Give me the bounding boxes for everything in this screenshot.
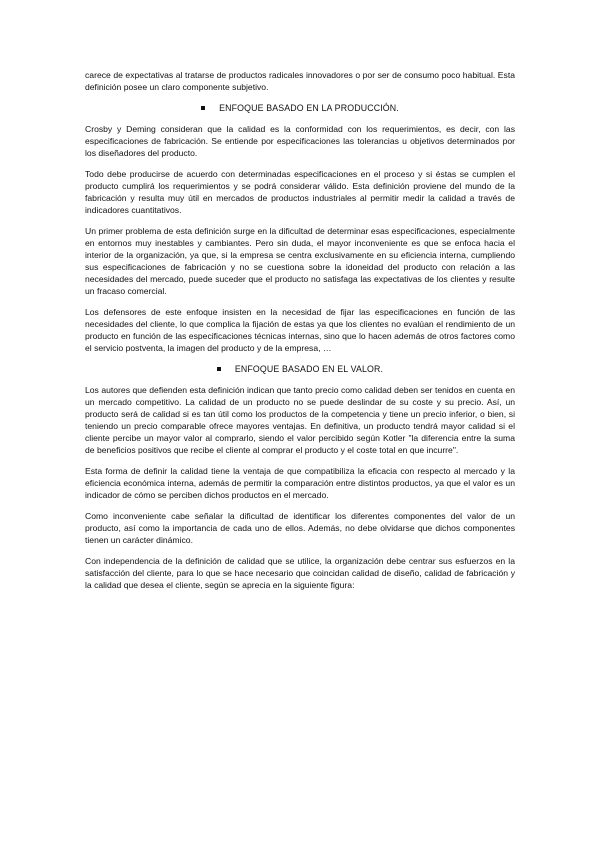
- bullet-icon: [201, 106, 205, 110]
- paragraph-produccion-2: Todo debe producirse de acuerdo con determinadas especificaciones en el proceso y si éstas se cumplen el producto cumplirá los requerimientos y se podrá considerar válido. Esta definición proviene del mundo de la fabricación y resulta muy útil en mercados de productos industriales al permitir medir la calidad a través de indicadores cuantitativos.: [85, 168, 515, 216]
- paragraph-valor-4: Con independencia de la definición de calidad que se utilice, la organización debe centrar sus esfuerzos en la satisfacción del cliente, para lo que se hace necesario que coincidan calidad de diseño, calidad de fabricación y la calidad que desea el cliente, según se aprecia en la siguiente figura:: [85, 555, 515, 591]
- paragraph-produccion-1: Crosby y Deming consideran que la calidad es la conformidad con los requerimientos, es decir, con las especificaciones de fabricación. Se entiende por especificaciones las tolerancias u objetivos determinados por los diseñadores del producto.: [85, 123, 515, 159]
- bullet-icon: [217, 367, 221, 371]
- paragraph-intro-continuation: carece de expectativas al tratarse de productos radicales innovadores o por ser de consumo poco habitual. Esta definición posee un claro componente subjetivo.: [85, 70, 515, 93]
- paragraph-produccion-3: Un primer problema de esta definición surge en la dificultad de determinar esas especificaciones, especialmente en entornos muy inestables y cambiantes. Pero sin duda, el mayor inconveniente es que se enfoca hacia el interior de la organización, ya que, si la empresa se centra exclusivamente en su eficiencia interna, cumpliendo sus especificaciones de fabricación y no se cuestiona sobre la idoneidad del producto con relación a las necesidades del mercado, puede suceder que el producto no satisfaga las expectativas de los clientes y resulte un fracaso comercial.: [85, 225, 515, 297]
- paragraph-valor-1: Los autores que defienden esta definición indican que tanto precio como calidad deben ser tenidos en cuenta en un mercado competitivo. La calidad de un producto no se puede deslindar de su coste y su precio. Así, un producto será de calidad si es tan útil como los productos de la competencia y tiene un precio inferior, o bien, si teniendo un precio comparable ofrece mayores ventajas. En definitiva, un producto tendrá mayor calidad si el cliente percibe un mayor valor al comprarlo, siendo el valor percibido según Kotler "la diferencia entre la suma de beneficios positivos que recibe el cliente al comprar el producto y el coste total en que incurre".: [85, 384, 515, 456]
- paragraph-valor-3: Como inconveniente cabe señalar la dificultad de identificar los diferentes componentes del valor de un producto, así como la importancia de cada uno de ellos. Además, no debe olvidarse que dichos componentes tienen un carácter dinámico.: [85, 510, 515, 546]
- page-body: [85, 69, 515, 600]
- section-heading-produccion-text: ENFOQUE BASADO EN LA PRODUCCIÓN.: [219, 102, 399, 113]
- paragraph-valor-2: Esta forma de definir la calidad tiene la ventaja de que compatibiliza la eficacia con respecto al mercado y la eficiencia económica interna, además de permitir la comparación entre distintos productos, ya que el valor es un indicador de cómo se perciben dichos productos en el mercado.: [85, 466, 515, 501]
- paragraph-produccion-4: Los defensores de este enfoque insisten en la necesidad de fijar las especificaciones en función de las necesidades del cliente, lo que complica la fijación de estas ya que los clientes no evalúan el rendimiento de un producto en función de las especificaciones técnicas internas, sino que lo hacen además de otros factores como el servicio postventa, la imagen del producto y de la empresa, …: [85, 306, 515, 354]
- section-heading-produccion: [85, 102, 515, 114]
- section-heading-valor: [85, 363, 515, 375]
- section-heading-valor-text: ENFOQUE BASADO EN EL VALOR.: [234, 363, 384, 374]
